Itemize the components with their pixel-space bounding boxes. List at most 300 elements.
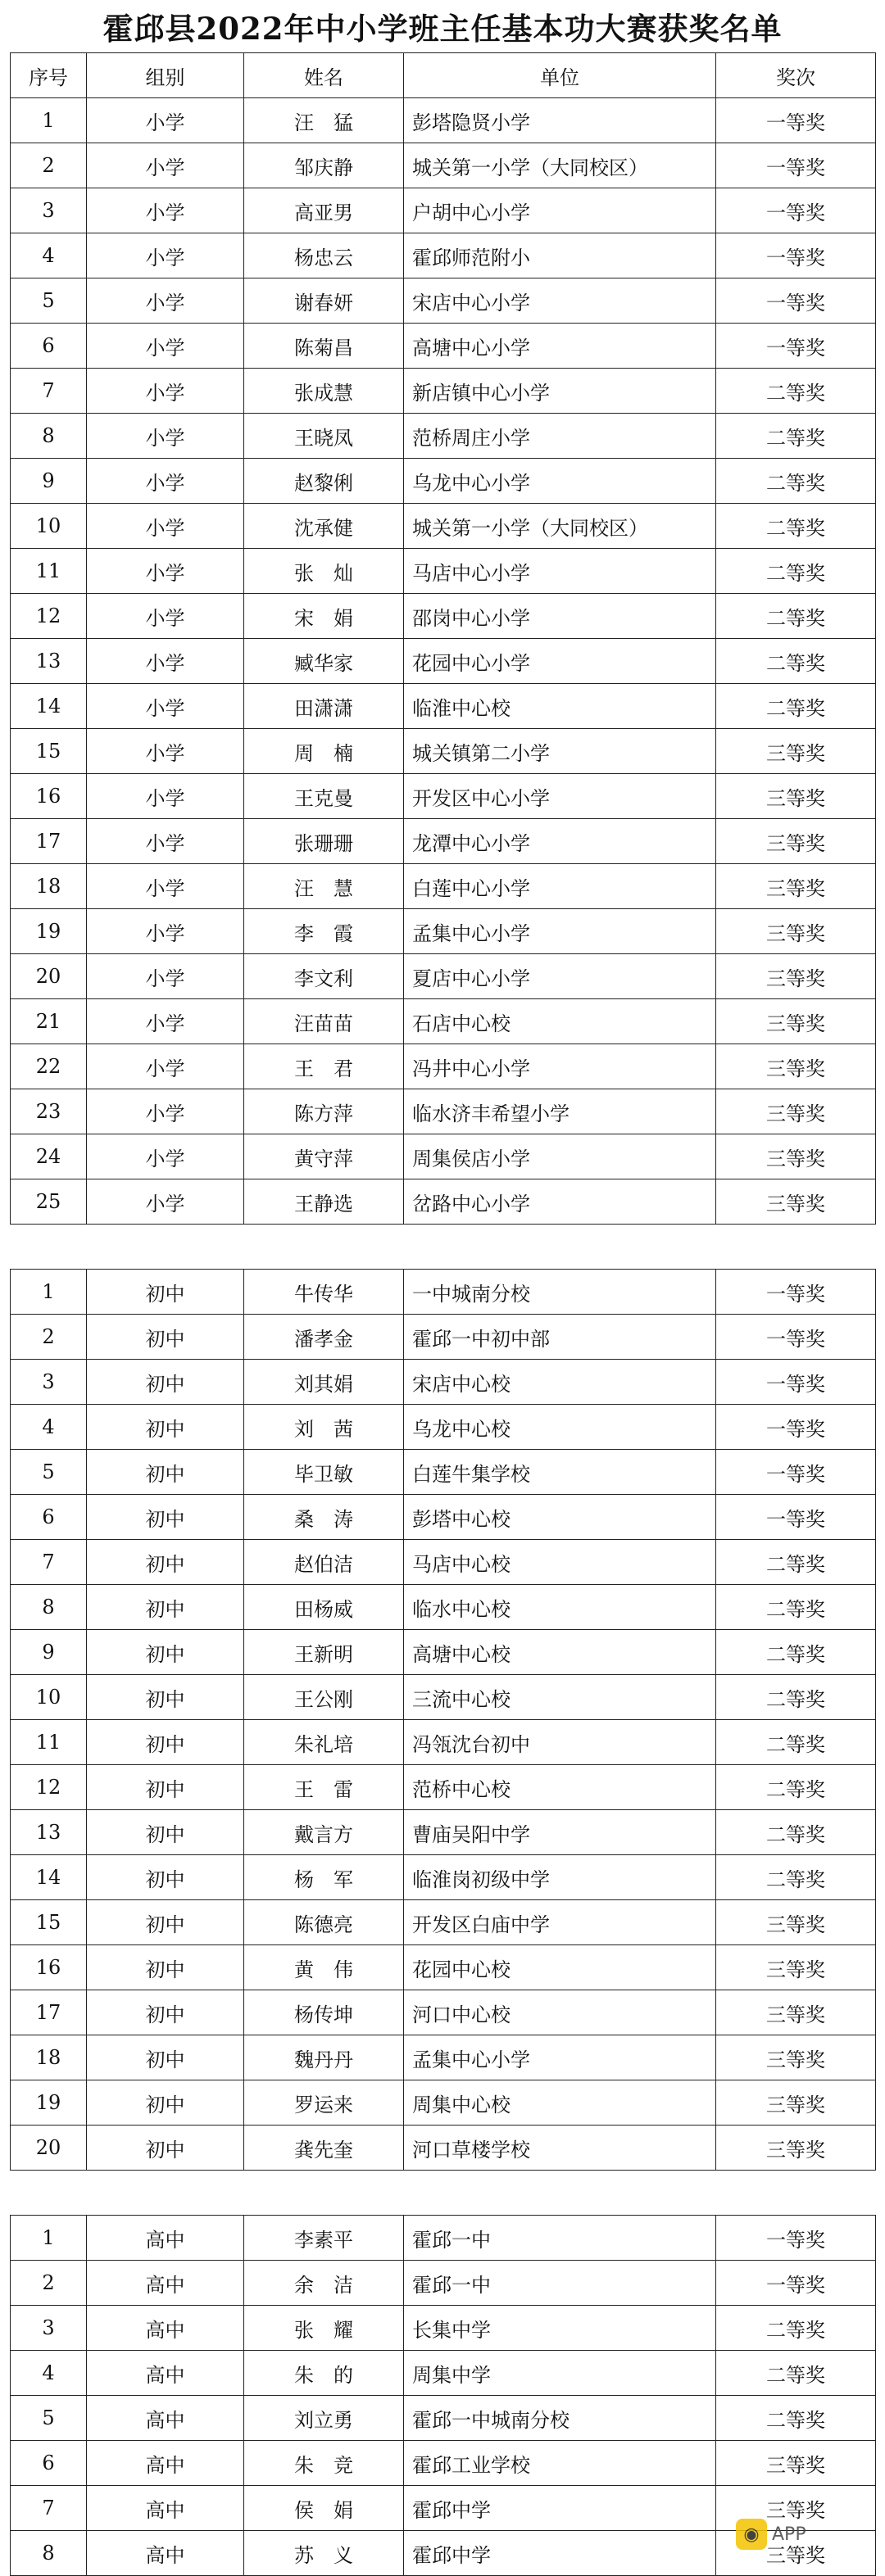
cell-group: 高中 [87, 2306, 244, 2351]
cell-number: 6 [11, 2441, 87, 2486]
cell-group: 初中 [87, 1405, 244, 1450]
cell-award: 三等奖 [716, 999, 876, 1044]
cell-name: 刘立勇 [244, 2396, 404, 2441]
table-row [11, 143, 876, 188]
cell-unit: 河口草楼学校 [404, 2126, 716, 2171]
cell-name: 高亚男 [244, 188, 404, 233]
app-logo-icon: ◉ [736, 2519, 767, 2550]
cell-award: 一等奖 [716, 2216, 876, 2261]
cell-unit: 临淮岗初级中学 [404, 1855, 716, 1900]
cell-name: 王静选 [244, 1179, 404, 1225]
cell-award: 一等奖 [716, 98, 876, 143]
cell-number: 21 [11, 999, 87, 1044]
cell-unit: 岔路中心小学 [404, 1179, 716, 1225]
cell-name: 谢春妍 [244, 278, 404, 324]
cell-number: 11 [11, 1720, 87, 1765]
cell-number: 7 [11, 1540, 87, 1585]
cell-group: 小学 [87, 684, 244, 729]
cell-group: 初中 [87, 1315, 244, 1360]
cell-group: 高中 [87, 2216, 244, 2261]
cell-number: 8 [11, 1585, 87, 1630]
table-row [11, 2035, 876, 2080]
cell-award: 二等奖 [716, 639, 876, 684]
cell-unit: 城关镇第二小学 [404, 729, 716, 774]
cell-award: 三等奖 [716, 2441, 876, 2486]
cell-name: 侯 娟 [244, 2486, 404, 2531]
header-group: 组别 [87, 53, 244, 98]
cell-name: 赵黎俐 [244, 459, 404, 504]
cell-name: 龚先奎 [244, 2126, 404, 2171]
table-row [11, 1900, 876, 1945]
cell-unit: 周集中学 [404, 2351, 716, 2396]
cell-number: 18 [11, 2035, 87, 2080]
cell-group: 小学 [87, 1179, 244, 1225]
table-row [11, 2261, 876, 2306]
cell-group: 初中 [87, 1855, 244, 1900]
table-row [11, 1089, 876, 1134]
cell-name: 朱礼培 [244, 1720, 404, 1765]
app-watermark [736, 2516, 875, 2552]
cell-award: 三等奖 [716, 2126, 876, 2171]
cell-name: 毕卫敏 [244, 1450, 404, 1495]
cell-award: 三等奖 [716, 1089, 876, 1134]
table-row [11, 1360, 876, 1405]
table-row [11, 2216, 876, 2261]
cell-award: 二等奖 [716, 684, 876, 729]
cell-group: 小学 [87, 504, 244, 549]
cell-unit: 孟集中心小学 [404, 909, 716, 954]
cell-award: 一等奖 [716, 188, 876, 233]
table-row [11, 1630, 876, 1675]
cell-group: 高中 [87, 2261, 244, 2306]
cell-group: 小学 [87, 1089, 244, 1134]
cell-name: 杨 军 [244, 1855, 404, 1900]
cell-unit: 城关第一小学（大同校区） [404, 143, 716, 188]
cell-unit: 宋店中心小学 [404, 278, 716, 324]
cell-name: 李素平 [244, 2216, 404, 2261]
cell-number: 4 [11, 1405, 87, 1450]
table-row [11, 1765, 876, 1810]
table-row [11, 1675, 876, 1720]
cell-award: 一等奖 [716, 1405, 876, 1450]
cell-name: 王晓凤 [244, 414, 404, 459]
cell-name: 宋 娟 [244, 594, 404, 639]
cell-award: 三等奖 [716, 864, 876, 909]
cell-unit: 范桥周庄小学 [404, 414, 716, 459]
cell-number: 7 [11, 2486, 87, 2531]
cell-award: 一等奖 [716, 1360, 876, 1405]
cell-unit: 范桥中心校 [404, 1765, 716, 1810]
cell-unit: 霍邱一中城南分校 [404, 2396, 716, 2441]
cell-group: 小学 [87, 729, 244, 774]
cell-name: 张 耀 [244, 2306, 404, 2351]
cell-award: 三等奖 [716, 1044, 876, 1089]
cell-award: 一等奖 [716, 1450, 876, 1495]
table-row [11, 1315, 876, 1360]
cell-number: 12 [11, 1765, 87, 1810]
table-row [11, 459, 876, 504]
table-row [11, 1450, 876, 1495]
table-row [11, 729, 876, 774]
cell-name: 朱 竞 [244, 2441, 404, 2486]
table-row [11, 819, 876, 864]
cell-number: 6 [11, 1495, 87, 1540]
cell-unit: 霍邱师范附小 [404, 233, 716, 278]
cell-award: 三等奖 [716, 2531, 876, 2576]
cell-name: 余 洁 [244, 2261, 404, 2306]
cell-unit: 冯瓴沈台初中 [404, 1720, 716, 1765]
cell-unit: 霍邱工业学校 [404, 2441, 716, 2486]
cell-group: 初中 [87, 1540, 244, 1585]
table-row [11, 2126, 876, 2171]
cell-name: 陈菊昌 [244, 324, 404, 369]
cell-group: 初中 [87, 1495, 244, 1540]
cell-name: 张 灿 [244, 549, 404, 594]
cell-group: 小学 [87, 1044, 244, 1089]
cell-award: 二等奖 [716, 1675, 876, 1720]
cell-group: 高中 [87, 2351, 244, 2396]
cell-group: 高中 [87, 2531, 244, 2576]
cell-group: 高中 [87, 2441, 244, 2486]
cell-award: 一等奖 [716, 143, 876, 188]
cell-name: 邹庆静 [244, 143, 404, 188]
cell-name: 田杨威 [244, 1585, 404, 1630]
table-row [11, 1720, 876, 1765]
cell-group: 初中 [87, 1720, 244, 1765]
cell-group: 小学 [87, 369, 244, 414]
table-row [11, 1810, 876, 1855]
cell-number: 20 [11, 2126, 87, 2171]
cell-name: 田潇潇 [244, 684, 404, 729]
cell-award: 二等奖 [716, 504, 876, 549]
cell-unit: 彭塔中心校 [404, 1495, 716, 1540]
cell-name: 刘其娟 [244, 1360, 404, 1405]
award-table [10, 52, 876, 2576]
cell-name: 王 君 [244, 1044, 404, 1089]
cell-number: 5 [11, 1450, 87, 1495]
cell-group: 小学 [87, 549, 244, 594]
cell-group: 初中 [87, 2126, 244, 2171]
header-row [11, 53, 876, 98]
table-row [11, 414, 876, 459]
cell-award: 二等奖 [716, 1810, 876, 1855]
cell-unit: 乌龙中心校 [404, 1405, 716, 1450]
cell-group: 小学 [87, 278, 244, 324]
cell-award: 一等奖 [716, 324, 876, 369]
cell-unit: 花园中心校 [404, 1945, 716, 1990]
cell-name: 李文利 [244, 954, 404, 999]
cell-name: 杨传坤 [244, 1990, 404, 2035]
cell-name: 王新明 [244, 1630, 404, 1675]
cell-group: 初中 [87, 1945, 244, 1990]
cell-number: 10 [11, 504, 87, 549]
table-row [11, 774, 876, 819]
cell-number: 3 [11, 1360, 87, 1405]
cell-number: 2 [11, 2261, 87, 2306]
cell-number: 16 [11, 774, 87, 819]
cell-unit: 霍邱中学 [404, 2531, 716, 2576]
cell-unit: 新店镇中心小学 [404, 369, 716, 414]
cell-number: 15 [11, 1900, 87, 1945]
section-separator [11, 2171, 876, 2216]
cell-group: 小学 [87, 594, 244, 639]
header-number: 序号 [11, 53, 87, 98]
cell-group: 小学 [87, 954, 244, 999]
cell-group: 初中 [87, 1450, 244, 1495]
cell-number: 17 [11, 819, 87, 864]
cell-award: 一等奖 [716, 1495, 876, 1540]
cell-name: 杨忠云 [244, 233, 404, 278]
cell-name: 苏 义 [244, 2531, 404, 2576]
cell-group: 初中 [87, 1990, 244, 2035]
table-row [11, 1495, 876, 1540]
table-row [11, 233, 876, 278]
cell-number: 1 [11, 1270, 87, 1315]
cell-unit: 曹庙吴阳中学 [404, 1810, 716, 1855]
cell-award: 三等奖 [716, 1945, 876, 1990]
cell-group: 小学 [87, 143, 244, 188]
separator-cell [11, 2171, 876, 2216]
cell-award: 三等奖 [716, 1990, 876, 2035]
cell-name: 周 楠 [244, 729, 404, 774]
cell-unit: 冯井中心小学 [404, 1044, 716, 1089]
cell-award: 三等奖 [716, 2486, 876, 2531]
cell-number: 22 [11, 1044, 87, 1089]
cell-unit: 高塘中心校 [404, 1630, 716, 1675]
cell-group: 初中 [87, 1585, 244, 1630]
cell-name: 赵伯洁 [244, 1540, 404, 1585]
cell-award: 二等奖 [716, 1720, 876, 1765]
watermark-text: APP [772, 2524, 806, 2545]
cell-unit: 城关第一小学（大同校区） [404, 504, 716, 549]
table-row [11, 369, 876, 414]
cell-name: 汪 慧 [244, 864, 404, 909]
cell-unit: 临水中心校 [404, 1585, 716, 1630]
cell-number: 7 [11, 369, 87, 414]
cell-number: 9 [11, 1630, 87, 1675]
cell-name: 魏丹丹 [244, 2035, 404, 2080]
cell-number: 13 [11, 1810, 87, 1855]
cell-award: 三等奖 [716, 909, 876, 954]
cell-number: 10 [11, 1675, 87, 1720]
cell-unit: 霍邱中学 [404, 2486, 716, 2531]
page-title: 霍邱县2022年中小学班主任基本功大赛获奖名单 [102, 11, 783, 47]
cell-unit: 霍邱一中 [404, 2216, 716, 2261]
table-row [11, 1540, 876, 1585]
cell-award: 二等奖 [716, 594, 876, 639]
table-row [11, 188, 876, 233]
table-row [11, 278, 876, 324]
cell-group: 小学 [87, 999, 244, 1044]
header-name: 姓名 [244, 53, 404, 98]
cell-unit: 花园中心小学 [404, 639, 716, 684]
cell-name: 桑 涛 [244, 1495, 404, 1540]
cell-number: 1 [11, 98, 87, 143]
cell-group: 初中 [87, 2080, 244, 2126]
cell-unit: 龙潭中心小学 [404, 819, 716, 864]
table-row [11, 909, 876, 954]
cell-award: 一等奖 [716, 1315, 876, 1360]
cell-name: 王克曼 [244, 774, 404, 819]
table-row [11, 1405, 876, 1450]
cell-number: 16 [11, 1945, 87, 1990]
cell-number: 8 [11, 2531, 87, 2576]
cell-name: 汪苗苗 [244, 999, 404, 1044]
cell-unit: 临水济丰希望小学 [404, 1089, 716, 1134]
cell-name: 陈德亮 [244, 1900, 404, 1945]
cell-name: 黄守萍 [244, 1134, 404, 1179]
cell-number: 9 [11, 459, 87, 504]
cell-award: 三等奖 [716, 1179, 876, 1225]
cell-award: 一等奖 [716, 278, 876, 324]
table-row [11, 1990, 876, 2035]
cell-award: 三等奖 [716, 729, 876, 774]
cell-group: 高中 [87, 2486, 244, 2531]
table-row [11, 999, 876, 1044]
cell-number: 3 [11, 188, 87, 233]
table-row [11, 2306, 876, 2351]
table-row [11, 1945, 876, 1990]
cell-number: 17 [11, 1990, 87, 2035]
cell-award: 二等奖 [716, 459, 876, 504]
table-row [11, 1134, 876, 1179]
cell-group: 初中 [87, 1765, 244, 1810]
cell-group: 初中 [87, 1270, 244, 1315]
cell-group: 小学 [87, 909, 244, 954]
cell-group: 小学 [87, 188, 244, 233]
table-body [11, 98, 876, 2576]
cell-name: 刘 茜 [244, 1405, 404, 1450]
cell-unit: 临淮中心校 [404, 684, 716, 729]
table-row [11, 2351, 876, 2396]
cell-name: 沈承健 [244, 504, 404, 549]
cell-number: 18 [11, 864, 87, 909]
table-row [11, 639, 876, 684]
cell-unit: 长集中学 [404, 2306, 716, 2351]
cell-award: 三等奖 [716, 2035, 876, 2080]
cell-number: 2 [11, 143, 87, 188]
table-row [11, 954, 876, 999]
cell-group: 初中 [87, 1900, 244, 1945]
cell-unit: 白莲牛集学校 [404, 1450, 716, 1495]
header-award: 奖次 [716, 53, 876, 98]
table-row [11, 2396, 876, 2441]
cell-name: 陈方萍 [244, 1089, 404, 1134]
cell-unit: 邵岗中心小学 [404, 594, 716, 639]
cell-award: 二等奖 [716, 1585, 876, 1630]
cell-name: 王 雷 [244, 1765, 404, 1810]
cell-unit: 夏店中心小学 [404, 954, 716, 999]
cell-award: 二等奖 [716, 2351, 876, 2396]
cell-name: 汪 猛 [244, 98, 404, 143]
cell-group: 小学 [87, 1134, 244, 1179]
cell-award: 三等奖 [716, 819, 876, 864]
cell-unit: 高塘中心小学 [404, 324, 716, 369]
cell-unit: 户胡中心小学 [404, 188, 716, 233]
table-row [11, 504, 876, 549]
cell-number: 2 [11, 1315, 87, 1360]
cell-number: 1 [11, 2216, 87, 2261]
table-row [11, 2441, 876, 2486]
cell-number: 13 [11, 639, 87, 684]
cell-award: 一等奖 [716, 1270, 876, 1315]
cell-name: 张珊珊 [244, 819, 404, 864]
cell-number: 23 [11, 1089, 87, 1134]
cell-group: 小学 [87, 864, 244, 909]
cell-name: 朱 的 [244, 2351, 404, 2396]
table-row [11, 864, 876, 909]
cell-unit: 宋店中心校 [404, 1360, 716, 1405]
cell-number: 8 [11, 414, 87, 459]
cell-award: 三等奖 [716, 2080, 876, 2126]
cell-number: 14 [11, 684, 87, 729]
cell-number: 4 [11, 2351, 87, 2396]
cell-group: 小学 [87, 639, 244, 684]
cell-award: 二等奖 [716, 1855, 876, 1900]
cell-unit: 一中城南分校 [404, 1270, 716, 1315]
cell-name: 罗运来 [244, 2080, 404, 2126]
cell-name: 黄 伟 [244, 1945, 404, 1990]
cell-award: 一等奖 [716, 2261, 876, 2306]
cell-number: 24 [11, 1134, 87, 1179]
cell-name: 王公刚 [244, 1675, 404, 1720]
table-row [11, 1585, 876, 1630]
cell-name: 李 霞 [244, 909, 404, 954]
cell-group: 初中 [87, 1630, 244, 1675]
cell-unit: 石店中心校 [404, 999, 716, 1044]
cell-award: 二等奖 [716, 2306, 876, 2351]
cell-number: 5 [11, 2396, 87, 2441]
table-row [11, 1270, 876, 1315]
table-row [11, 1855, 876, 1900]
cell-unit: 开发区白庙中学 [404, 1900, 716, 1945]
cell-award: 二等奖 [716, 549, 876, 594]
cell-number: 15 [11, 729, 87, 774]
table-row [11, 594, 876, 639]
cell-unit: 霍邱一中初中部 [404, 1315, 716, 1360]
cell-number: 25 [11, 1179, 87, 1225]
cell-award: 三等奖 [716, 1900, 876, 1945]
cell-number: 6 [11, 324, 87, 369]
cell-number: 5 [11, 278, 87, 324]
table-row [11, 2080, 876, 2126]
cell-unit: 马店中心校 [404, 1540, 716, 1585]
cell-unit: 三流中心校 [404, 1675, 716, 1720]
cell-unit: 河口中心校 [404, 1990, 716, 2035]
cell-group: 小学 [87, 233, 244, 278]
table-row [11, 98, 876, 143]
cell-group: 初中 [87, 1810, 244, 1855]
cell-award: 二等奖 [716, 414, 876, 459]
cell-unit: 开发区中心小学 [404, 774, 716, 819]
cell-number: 4 [11, 233, 87, 278]
cell-award: 三等奖 [716, 1134, 876, 1179]
cell-group: 小学 [87, 98, 244, 143]
cell-group: 小学 [87, 324, 244, 369]
header-unit: 单位 [404, 53, 716, 98]
cell-award: 二等奖 [716, 1630, 876, 1675]
table-row [11, 684, 876, 729]
cell-group: 小学 [87, 414, 244, 459]
cell-award: 一等奖 [716, 233, 876, 278]
cell-name: 臧华家 [244, 639, 404, 684]
cell-number: 3 [11, 2306, 87, 2351]
cell-award: 三等奖 [716, 774, 876, 819]
cell-number: 20 [11, 954, 87, 999]
cell-unit: 彭塔隐贤小学 [404, 98, 716, 143]
cell-unit: 周集侯店小学 [404, 1134, 716, 1179]
cell-unit: 霍邱一中 [404, 2261, 716, 2306]
